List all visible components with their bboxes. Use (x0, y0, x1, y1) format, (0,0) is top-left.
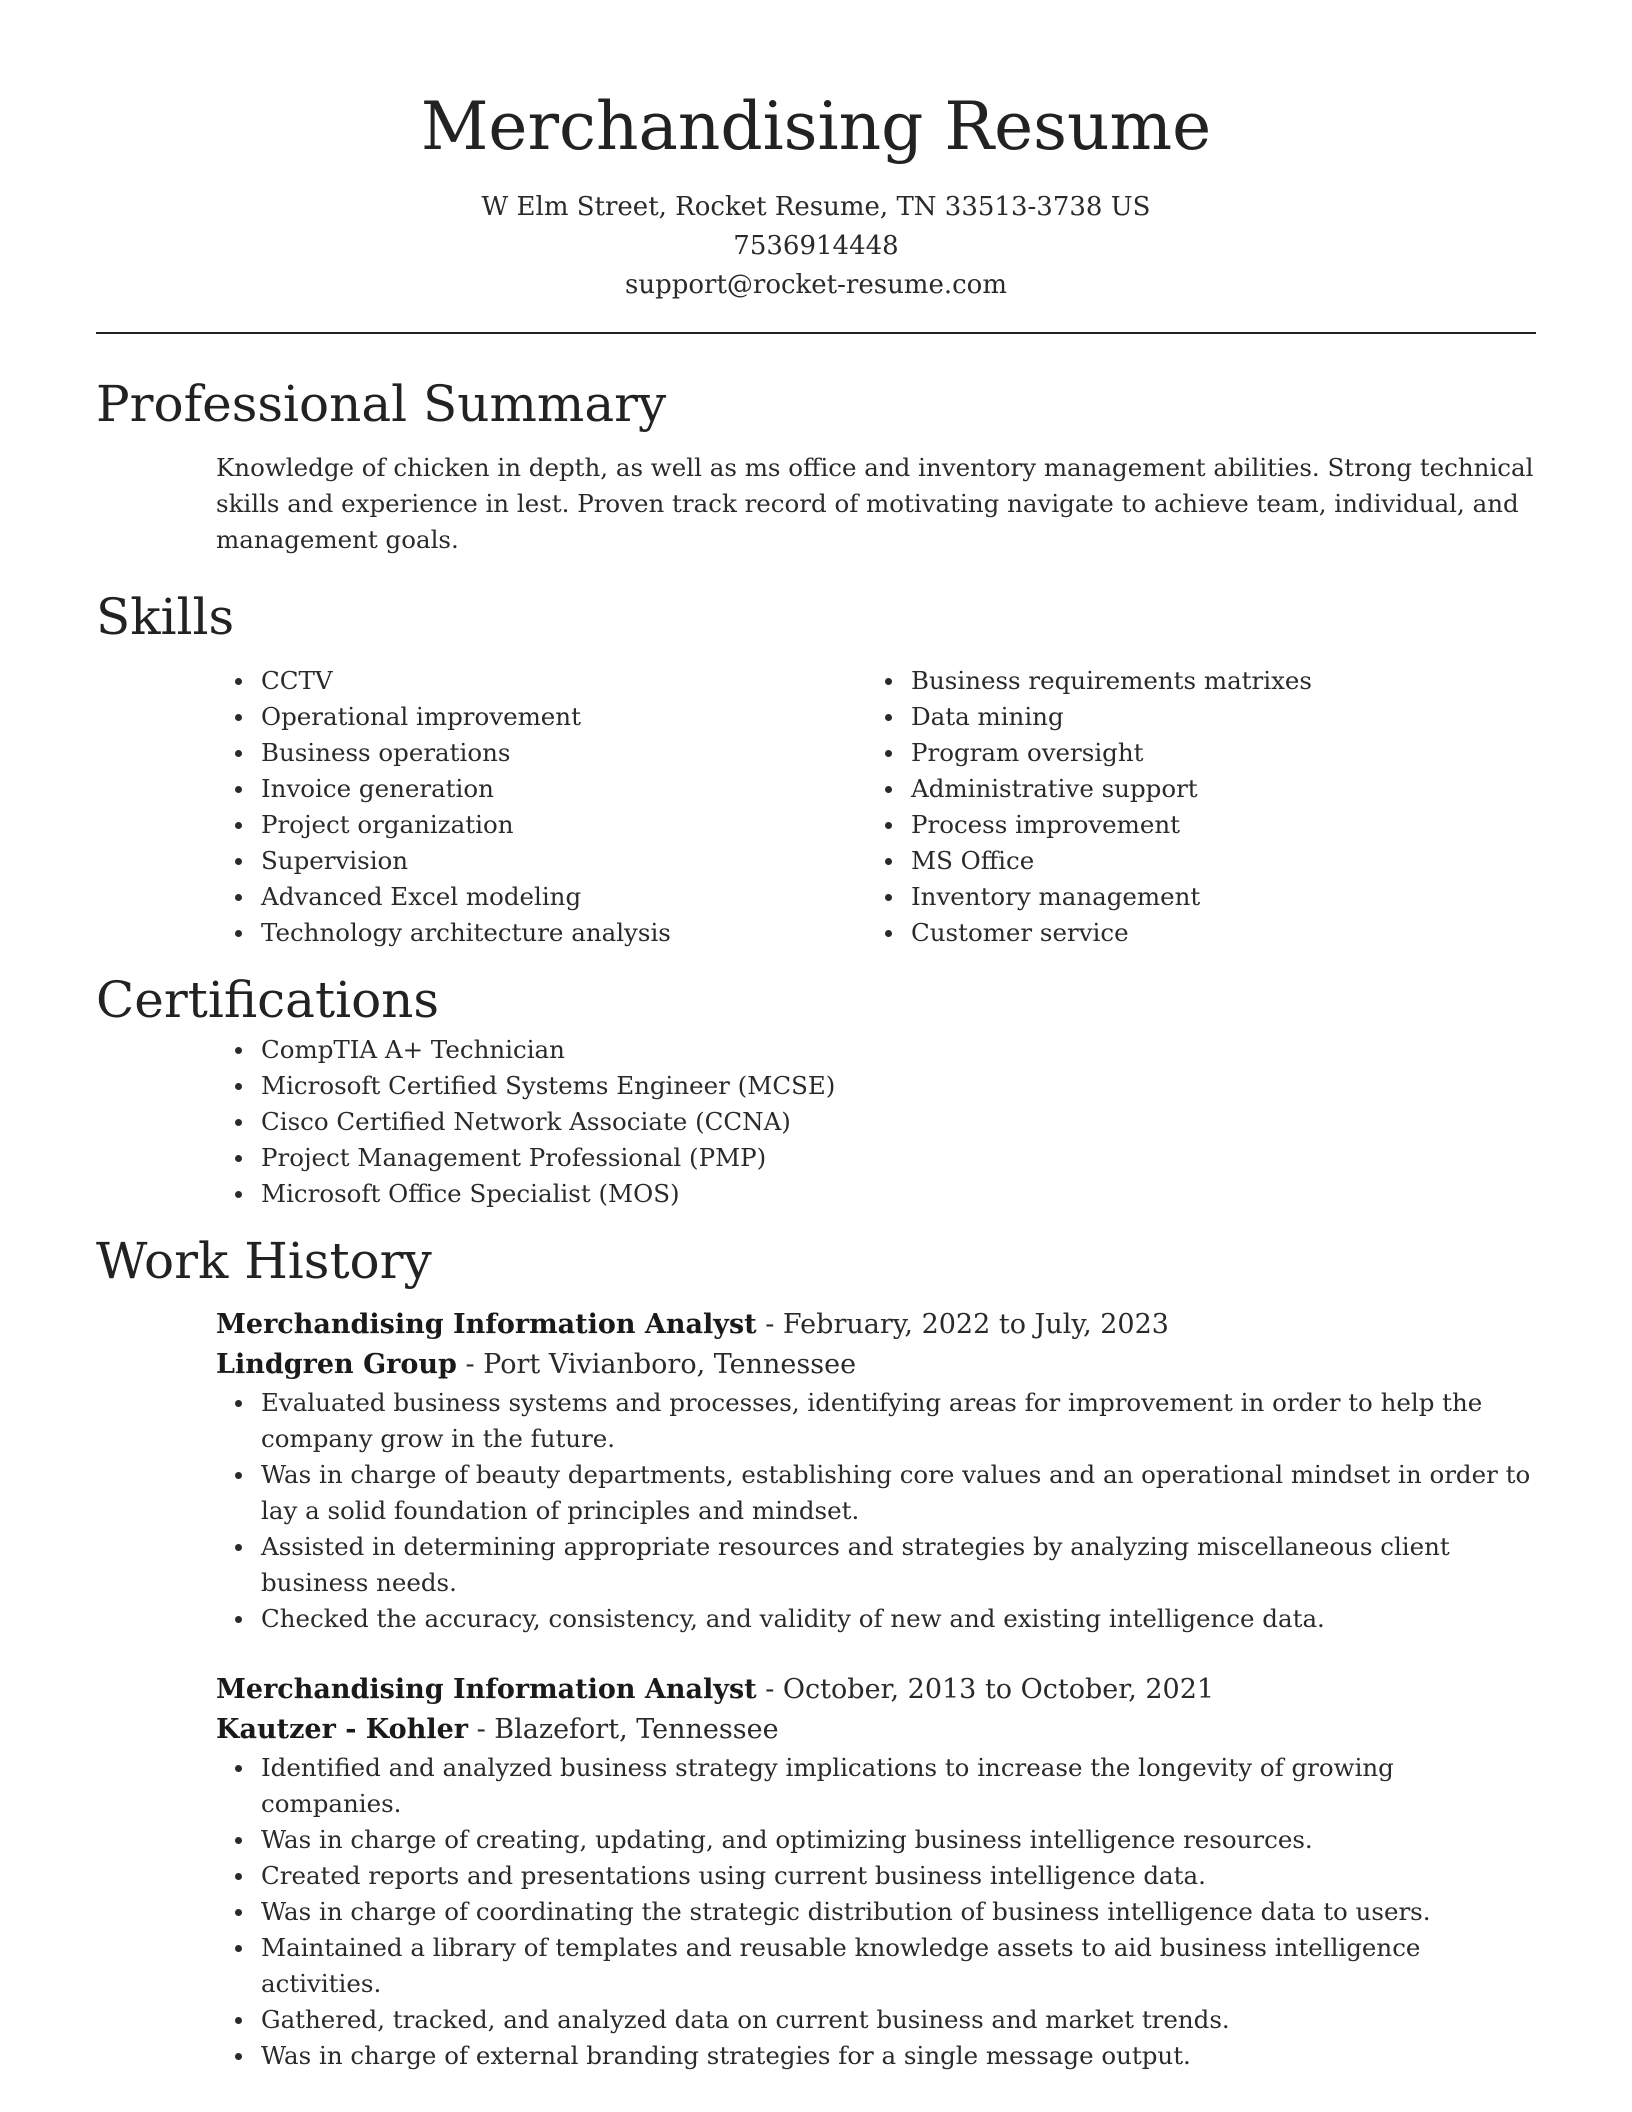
certification-item: Project Management Professional (PMP) (261, 1140, 1536, 1176)
job-bullets (216, 1750, 1541, 2074)
address: W Elm Street, Rocket Resume, TN 33513-3738 US (481, 192, 1151, 222)
job-bullet: Identified and analyzed business strategy implications to increase the longevity of growing companies. (261, 1750, 1541, 1822)
job-dates: October, 2013 to October, 2021 (782, 1674, 1215, 1705)
summary-section (96, 372, 1536, 558)
skill-item: Process improvement (911, 807, 1312, 843)
job-entry (216, 1670, 1536, 2074)
job-bullet: Assisted in determining appropriate resources and strategies by analyzing miscellaneous client business needs. (261, 1529, 1541, 1601)
skill-item: Program oversight (911, 735, 1312, 771)
skills-grid (96, 663, 1536, 951)
skill-item: CCTV (261, 663, 741, 699)
job-bullet: Checked the accuracy, consistency, and validity of new and existing intelligence data. (261, 1601, 1541, 1637)
job-company: Lindgren Group (216, 1349, 457, 1380)
skill-item: Supervision (261, 843, 741, 879)
phone: 7536914448 (733, 231, 899, 261)
certification-item: Cisco Certified Network Associate (CCNA) (261, 1104, 1536, 1140)
skill-item: Business operations (261, 735, 741, 771)
skill-item: Advanced Excel modeling (261, 879, 741, 915)
job-bullet: Was in charge of beauty departments, establishing core values and an operational mindset in order to lay a solid foundation of principles and mindset. (261, 1457, 1541, 1529)
skill-item: Customer service (911, 915, 1312, 951)
certifications-list (96, 1032, 1536, 1212)
skills-column-2 (741, 663, 1312, 951)
job-company-line: Lindgren Group - Port Vivianboro, Tennessee (216, 1349, 857, 1380)
job-bullet: Was in charge of external branding strategies for a single message output. (261, 2038, 1541, 2074)
job-bullet: Maintained a library of templates and reusable knowledge assets to aid business intelligence activities. (261, 1930, 1541, 2002)
header-divider (96, 332, 1536, 334)
certification-item: Microsoft Office Specialist (MOS) (261, 1176, 1536, 1212)
certification-item: Microsoft Certified Systems Engineer (MCSE) (261, 1068, 1536, 1104)
work-history-heading: Work History (96, 1232, 432, 1290)
certifications-heading: Certifications (96, 971, 440, 1029)
job-bullets (216, 1385, 1541, 1637)
work-history-section (96, 1229, 1536, 2074)
resume-header (96, 0, 1536, 305)
certifications-section (96, 968, 1536, 1212)
skill-item: Administrative support (911, 771, 1312, 807)
job-bullet: Was in charge of creating, updating, and optimizing business intelligence resources. (261, 1822, 1541, 1858)
job-title-line: Merchandising Information Analyst - February, 2022 to July, 2023 (216, 1309, 1169, 1340)
skill-item: Business requirements matrixes (911, 663, 1312, 699)
summary-text: Knowledge of chicken in depth, as well as ms office and inventory management abilities. Strong technical skills and experience in lest. Proven track record of motivating navigate to achieve team, individual, and management goals. (216, 453, 1534, 554)
job-title: Merchandising Information Analyst (216, 1309, 757, 1340)
skill-item: MS Office (911, 843, 1312, 879)
skill-item: Inventory management (911, 879, 1312, 915)
summary-heading: Professional Summary (96, 375, 667, 433)
skill-item: Technology architecture analysis (261, 915, 741, 951)
skills-column-1 (96, 663, 741, 951)
skill-item: Data mining (911, 699, 1312, 735)
job-title: Merchandising Information Analyst (216, 1674, 757, 1705)
resume-title: Merchandising Resume (420, 88, 1212, 165)
certification-item: CompTIA A+ Technician (261, 1032, 1536, 1068)
job-entry (216, 1305, 1536, 1637)
job-bullet: Was in charge of coordinating the strategic distribution of business intelligence data to users. (261, 1894, 1541, 1930)
job-bullet: Evaluated business systems and processes, identifying areas for improvement in order to help the company grow in the future. (261, 1385, 1541, 1457)
email: support@rocket-resume.com (624, 270, 1007, 300)
job-company-line: Kautzer - Kohler - Blazefort, Tennessee (216, 1714, 779, 1745)
job-company: Kautzer - Kohler (216, 1714, 468, 1745)
skills-section (96, 585, 1536, 951)
contact-info (96, 188, 1536, 305)
skill-item: Operational improvement (261, 699, 741, 735)
job-dates: February, 2022 to July, 2023 (782, 1309, 1169, 1340)
job-bullet: Created reports and presentations using current business intelligence data. (261, 1858, 1541, 1894)
job-bullet: Gathered, tracked, and analyzed data on current business and market trends. (261, 2002, 1541, 2038)
job-location: Blazefort, Tennessee (494, 1714, 779, 1745)
job-location: Port Vivianboro, Tennessee (483, 1349, 857, 1380)
skill-item: Project organization (261, 807, 741, 843)
skill-item: Invoice generation (261, 771, 741, 807)
job-title-line: Merchandising Information Analyst - October, 2013 to October, 2021 (216, 1674, 1215, 1705)
skills-heading: Skills (96, 588, 235, 646)
